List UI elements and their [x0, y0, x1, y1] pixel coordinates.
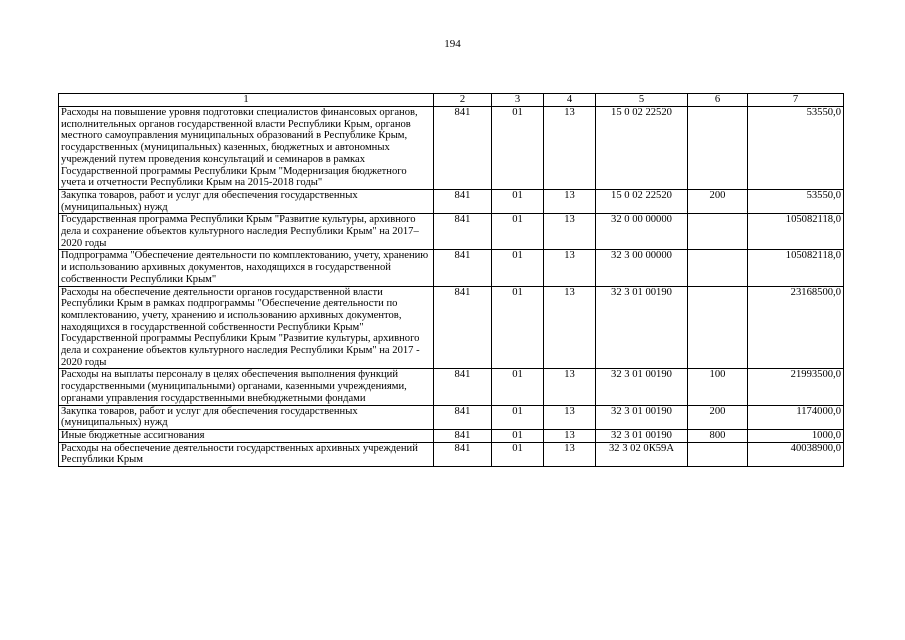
section-code-cell: 01: [492, 107, 544, 190]
target-article-cell: 32 3 00 00000: [596, 250, 688, 286]
column-header: 3: [492, 94, 544, 107]
column-header: 2: [434, 94, 492, 107]
amount-cell: 105082118,0: [748, 250, 844, 286]
ministry-code-cell: 841: [434, 405, 492, 429]
expense-type-cell: [688, 286, 748, 369]
expense-name-cell: Закупка товаров, работ и услуг для обеспечения государственных (муниципальных) нужд: [59, 189, 434, 213]
amount-cell: 105082118,0: [748, 214, 844, 250]
column-header: 1: [59, 94, 434, 107]
expense-name-cell: Расходы на обеспечение деятельности государственных архивных учреждений Республики Крым: [59, 442, 434, 466]
column-header: 6: [688, 94, 748, 107]
ministry-code-cell: 841: [434, 107, 492, 190]
target-article-cell: 32 0 00 00000: [596, 214, 688, 250]
amount-cell: 23168500,0: [748, 286, 844, 369]
ministry-code-cell: 841: [434, 286, 492, 369]
expense-name-cell: Расходы на повышение уровня подготовки специалистов финансовых органов, исполнительных органов государственной власти Республики Крым, органов местного самоуправления муниципальных образований в Республике Крым, государственных (муниципальных) казенных, бюджетных и автономных учреждений путем проведения консультаций и семинаров в рамках Государственной программы Республики Крым "Модернизация бюджетного учета и отчетности Республики Крым на 2015-2018 годы": [59, 107, 434, 190]
section-code-cell: 01: [492, 405, 544, 429]
table-row: [59, 107, 844, 190]
subsection-code-cell: 13: [544, 214, 596, 250]
expense-type-cell: 200: [688, 189, 748, 213]
expense-type-cell: [688, 107, 748, 190]
expense-type-cell: 800: [688, 429, 748, 442]
ministry-code-cell: 841: [434, 369, 492, 405]
amount-cell: 53550,0: [748, 107, 844, 190]
table-row: [59, 429, 844, 442]
section-code-cell: 01: [492, 442, 544, 466]
expense-type-cell: 100: [688, 369, 748, 405]
subsection-code-cell: 13: [544, 442, 596, 466]
page-number: 194: [444, 38, 461, 50]
expense-type-cell: [688, 250, 748, 286]
section-code-cell: 01: [492, 369, 544, 405]
expense-name-cell: Расходы на выплаты персоналу в целях обеспечения выполнения функций государственными (муниципальными) органами, казенными учреждениями, органами управления государственными внебюджетными фондами: [59, 369, 434, 405]
target-article-cell: 32 3 02 0К59А: [596, 442, 688, 466]
expense-type-cell: 200: [688, 405, 748, 429]
ministry-code-cell: 841: [434, 429, 492, 442]
expense-type-cell: [688, 442, 748, 466]
target-article-cell: 32 3 01 00190: [596, 429, 688, 442]
ministry-code-cell: 841: [434, 442, 492, 466]
section-code-cell: 01: [492, 214, 544, 250]
column-header: 5: [596, 94, 688, 107]
table-row: [59, 286, 844, 369]
subsection-code-cell: 13: [544, 369, 596, 405]
target-article-cell: 32 3 01 00190: [596, 286, 688, 369]
table-row: [59, 214, 844, 250]
ministry-code-cell: 841: [434, 250, 492, 286]
section-code-cell: 01: [492, 429, 544, 442]
section-code-cell: 01: [492, 250, 544, 286]
amount-cell: 21993500,0: [748, 369, 844, 405]
target-article-cell: 15 0 02 22520: [596, 107, 688, 190]
column-header: 4: [544, 94, 596, 107]
amount-cell: 1000,0: [748, 429, 844, 442]
expense-name-cell: Подпрограмма "Обеспечение деятельности по комплектованию, учету, хранению и использованию архивных документов, находящихся в государственной собственности Республики Крым": [59, 250, 434, 286]
expense-type-cell: [688, 214, 748, 250]
subsection-code-cell: 13: [544, 429, 596, 442]
subsection-code-cell: 13: [544, 405, 596, 429]
amount-cell: 1174000,0: [748, 405, 844, 429]
table-row: [59, 189, 844, 213]
target-article-cell: 32 3 01 00190: [596, 405, 688, 429]
amount-cell: 40038900,0: [748, 442, 844, 466]
ministry-code-cell: 841: [434, 189, 492, 213]
budget-table: [58, 93, 844, 467]
section-code-cell: 01: [492, 286, 544, 369]
subsection-code-cell: 13: [544, 189, 596, 213]
ministry-code-cell: 841: [434, 214, 492, 250]
subsection-code-cell: 13: [544, 250, 596, 286]
column-header: 7: [748, 94, 844, 107]
subsection-code-cell: 13: [544, 286, 596, 369]
table-header-row: [59, 94, 844, 107]
target-article-cell: 15 0 02 22520: [596, 189, 688, 213]
expense-name-cell: Закупка товаров, работ и услуг для обеспечения государственных (муниципальных) нужд: [59, 405, 434, 429]
table-row: [59, 250, 844, 286]
table-row: [59, 405, 844, 429]
amount-cell: 53550,0: [748, 189, 844, 213]
table-row: [59, 442, 844, 466]
expense-name-cell: Расходы на обеспечение деятельности органов государственной власти Республики Крым в рамках подпрограммы "Обеспечение деятельности по комплектованию, учету, хранению и использованию архивных документов, находящихся в государственной собственности Республики Крым" Государственной программы Республики Крым "Развитие культуры, архивного дела и сохранение объектов культурного наследия Республики Крым" на 2017 - 2020 годы: [59, 286, 434, 369]
expense-name-cell: Государственная программа Республики Крым "Развитие культуры, архивного дела и сохранение объектов культурного наследия Республики Крым" на 2017–2020 годы: [59, 214, 434, 250]
section-code-cell: 01: [492, 189, 544, 213]
target-article-cell: 32 3 01 00190: [596, 369, 688, 405]
expense-name-cell: Иные бюджетные ассигнования: [59, 429, 434, 442]
table-row: [59, 369, 844, 405]
subsection-code-cell: 13: [544, 107, 596, 190]
